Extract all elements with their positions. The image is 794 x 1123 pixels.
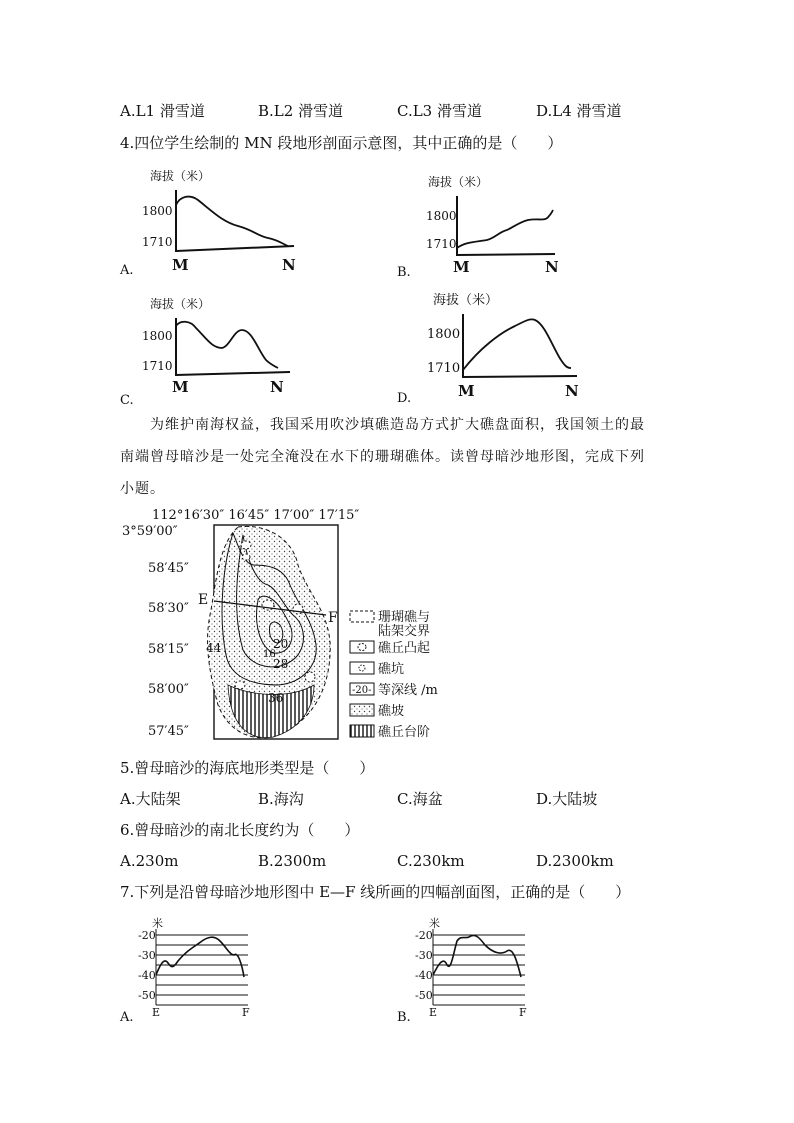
q5-stem: 5.曾母暗沙的海底地形类型是（ ）: [120, 759, 375, 777]
profile-c-m: M: [172, 378, 189, 396]
depth-label-44: 44: [206, 641, 222, 655]
map-lat-2: 58′45″: [148, 561, 189, 576]
q4-stem: 4.四位学生绘制的 MN 段地形剖面示意图，其中正确的是（ ）: [120, 134, 563, 152]
profile-b-curve: [457, 210, 553, 248]
q7-profile-b: [395, 915, 535, 1025]
q6-stem: 6.曾母暗沙的南北长度约为（ ）: [120, 821, 360, 839]
reef-knoll-1: [241, 541, 251, 549]
q5-option-d: D.大陆坡: [536, 790, 598, 808]
profile-d-x-axis: [463, 376, 577, 377]
q4-profile-d: [395, 288, 595, 406]
profile-b-x-axis: [457, 254, 555, 255]
profile-a-curve: [176, 197, 288, 246]
q5-option-a: A.大陆架: [120, 790, 181, 808]
reef-pit-3: [305, 672, 315, 682]
profile-c-n: N: [270, 378, 284, 396]
q4-profile-a: [118, 160, 308, 280]
zengmu-reef-map: [118, 505, 458, 745]
legend-label-boundary-2: 陆架交界: [378, 624, 431, 639]
legend-label-knoll: 礁丘凸起: [378, 641, 431, 656]
q7b-tick-4: -50: [415, 989, 433, 1002]
q5-option-b: B.海沟: [258, 790, 304, 808]
profile-c-tick-high: 1800: [142, 329, 173, 343]
q3-option-c: C.L3 滑雪道: [397, 102, 482, 120]
q7a-tick-2: -30: [138, 949, 156, 962]
depth-label-36: 36: [268, 691, 284, 705]
q3-option-d: D.L4 滑雪道: [536, 102, 622, 120]
q6-option-d: D.2300km: [536, 852, 614, 870]
legend-swatch-boundary: [350, 611, 374, 622]
q3-option-a: A.L1 滑雪道: [120, 102, 205, 120]
profile-a-letter: A.: [120, 263, 134, 278]
profile-a-n: N: [282, 256, 296, 274]
profile-a-m: M: [172, 256, 189, 274]
profile-a-tick-low: 1710: [142, 235, 173, 249]
legend-isobath-sample: -20-: [352, 685, 372, 696]
depth-label-20: 20: [273, 637, 289, 651]
map-legend: [350, 609, 438, 740]
q7b-tick-2: -30: [415, 949, 433, 962]
legend-swatch-pit: [350, 662, 374, 674]
q7a-e: E: [152, 1006, 161, 1019]
profile-b-tick-high: 1800: [426, 209, 457, 223]
q7a-f: F: [242, 1006, 250, 1019]
profile-d-letter: D.: [397, 391, 412, 406]
passage-line-3: 小题。: [120, 481, 165, 497]
legend-swatch-slope: [350, 704, 374, 716]
map-lat-4: 58′15″: [148, 642, 189, 657]
q7a-tick-3: -40: [138, 969, 156, 982]
reef-knoll-2: [242, 554, 250, 560]
legend-label-slope: 礁坡: [378, 704, 405, 719]
q7b-tick-1: -20: [415, 929, 433, 942]
q7a-tick-1: -20: [138, 929, 156, 942]
map-lat-5: 58′00″: [148, 682, 189, 697]
q7b-e: E: [429, 1006, 438, 1019]
q7a-curve: [156, 937, 244, 977]
q5-option-c: C.海盆: [397, 790, 443, 808]
legend-label-boundary-1: 珊瑚礁与: [378, 610, 431, 625]
q7a-tick-4: -50: [138, 989, 156, 1002]
profile-b-n: N: [545, 258, 559, 276]
q6-option-b: B.2300m: [258, 852, 327, 870]
profile-a-tick-high: 1800: [142, 204, 173, 218]
depth-label-16: 16: [263, 649, 276, 660]
q7b-curve: [433, 935, 521, 977]
profile-b-ylabel: 海拔（米）: [428, 175, 489, 189]
map-lon-labels: 112°16′30″ 16′45″ 17′00″ 17′15″: [152, 508, 360, 523]
passage-line-1: 为维护南海权益，我国采用吹沙填礁造岛方式扩大礁盘面积，我国领土的最: [150, 417, 645, 433]
profile-c-letter: C.: [120, 393, 134, 408]
legend-label-terrace: 礁丘台阶: [378, 725, 431, 740]
passage-line-2: 南端曾母暗沙是一处完全淹没在水下的珊瑚礁体。读曾母暗沙地形图，完成下列: [120, 449, 645, 465]
profile-d-ylabel: 海拔（米）: [433, 293, 499, 308]
profile-c-tick-low: 1710: [142, 359, 173, 373]
q7-profile-a: [118, 915, 258, 1025]
q4-profile-b: [395, 170, 585, 280]
profile-d-tick-high: 1800: [427, 327, 461, 342]
q4-profile-c: [118, 290, 308, 408]
profile-c-curve: [176, 322, 278, 368]
reef-pit-2: [235, 681, 245, 689]
q7b-f: F: [519, 1006, 527, 1019]
q6-option-a: A.230m: [120, 852, 179, 870]
map-lat-1: 3°59′00″: [122, 524, 178, 539]
legend-swatch-terrace: [350, 725, 374, 737]
q3-option-b: B.L2 滑雪道: [258, 102, 344, 120]
q7a-unit: 米: [152, 917, 163, 930]
q6-option-c: C.230km: [397, 852, 465, 870]
profile-b-tick-low: 1710: [426, 237, 457, 251]
map-point-f: F: [328, 610, 338, 626]
profile-a-ylabel: 海拔（米）: [150, 169, 211, 183]
map-lat-6: 57′45″: [148, 724, 189, 739]
q7b-grid: [433, 929, 525, 1005]
q7b-unit: 米: [429, 917, 440, 930]
map-point-e: E: [198, 592, 209, 608]
profile-d-tick-low: 1710: [427, 361, 461, 376]
profile-a-x-axis: [176, 246, 294, 251]
legend-label-pit: 礁坑: [378, 662, 405, 677]
q7a-letter: A.: [120, 1010, 134, 1025]
q7b-letter: B.: [397, 1010, 411, 1025]
profile-b-m: M: [453, 258, 470, 276]
depth-label-28: 28: [273, 657, 289, 671]
profile-d-curve: [463, 319, 571, 370]
profile-d-m: M: [458, 382, 475, 400]
q7-stem: 7.下列是沿曾母暗沙地形图中 E—F 线所画的四幅剖面图，正确的是（ ）: [120, 883, 631, 901]
q7b-tick-3: -40: [415, 969, 433, 982]
profile-c-x-axis: [176, 372, 290, 375]
profile-d-n: N: [565, 382, 579, 400]
profile-b-letter: B.: [397, 265, 411, 280]
legend-label-isobath: 等深线 /m: [378, 683, 438, 698]
profile-c-ylabel: 海拔（米）: [150, 297, 211, 311]
map-lat-3: 58′30″: [148, 601, 189, 616]
